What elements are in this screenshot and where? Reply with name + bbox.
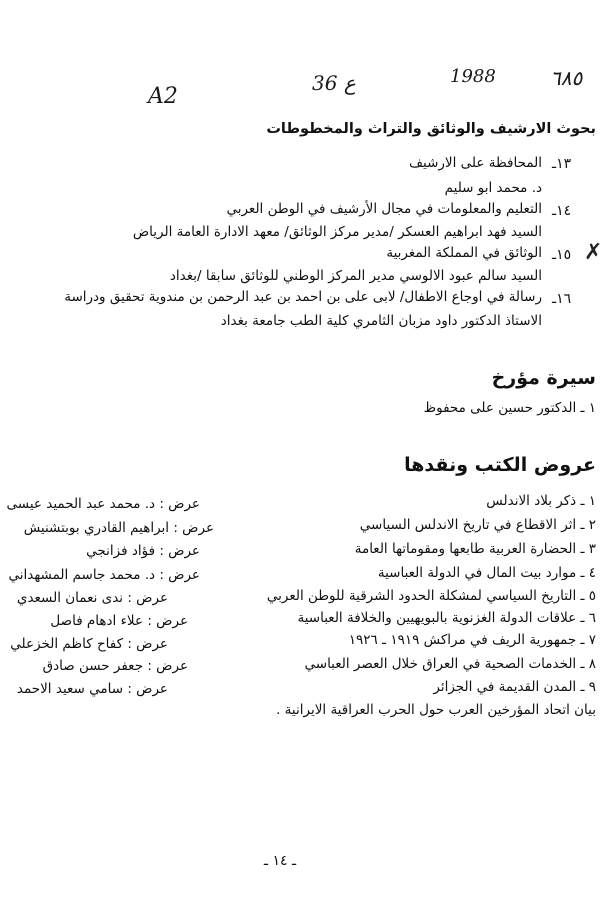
review-reviewer: عرض : سامي سعيد الاحمد [16,681,168,697]
review-title: ٩ ـ المدن القديمة في الجزائر [433,679,596,695]
item-title: الوثائق في المملكة المغربية [386,245,542,261]
section-heading-research: بحوث الارشيف والوثائق والتراث والمخطوطات [266,121,596,137]
item-number: ١٥ـ [552,247,572,263]
handwritten-number: ٦٨٥ [550,66,583,90]
handwritten-code: 36 ع [312,71,356,95]
review-reviewer: عرض : د. محمد عبد الحميد عيسى [6,496,200,512]
item-number: ١٤ـ [552,203,572,219]
review-title: ٧ ـ جمهورية الريف في مراكش ١٩١٩ ـ ١٩٢٦ [348,632,596,648]
review-reviewer: عرض : جعفر حسن صادق [42,658,188,674]
review-title: ٨ ـ الخدمات الصحية في العراق خلال العصر العباسي [304,656,596,672]
review-reviewer: عرض : ندى نعمان السعدي [16,590,168,606]
item-author: السيد فهد ابراهيم العسكر /مدير مركز الوثائق/ معهد الادارة العامة الرياض [132,224,542,240]
review-title: ٤ ـ موارد بيت المال في الدولة العباسية [377,565,596,581]
handwritten-a2: A2 [148,84,178,109]
review-reviewer: عرض : د. محمد جاسم المشهداني [8,567,200,583]
section-heading-reviews: عروض الكتب ونقدها [404,454,596,476]
review-reviewer: عرض : كفاح كاظم الخزعلي [10,636,168,652]
review-title: ٢ ـ اثر الاقطاع في تاريخ الاندلس السياسي [359,517,596,533]
item-title: التعليم والمعلومات في مجال الأرشيف في الوطن العربي [226,201,542,217]
item-author: الاستاذ الدكتور داود مزبان الثامري كلية الطب جامعة بغداد [220,313,542,329]
handwritten-year: 1988 [450,66,496,87]
item-title: المحافظة على الارشيف [409,155,542,171]
review-title: ٥ ـ التاريخ السياسي لمشكلة الحدود الشرقية للوطن العربي [266,588,596,604]
review-reviewer: عرض : علاء ادهام فاصل [50,613,188,629]
page-number: ـ ١٤ ـ [263,853,297,869]
review-title: ٦ ـ علاقات الدولة الغزنوية بالبويهيين والخلافة العباسية [297,610,596,626]
biography-item: ١ ـ الدكتور حسين على محفوظ [423,400,596,416]
item-author: د. محمد ابو سليم [444,180,542,196]
item-number: ١٣ـ [552,156,572,172]
review-title: ٣ ـ الحضارة العربية طابعها ومقوماتها العامة [354,541,596,557]
review-reviewer: عرض : فؤاد فزانجي [86,543,200,559]
union-statement: بيان اتحاد المؤرخين العرب حول الحرب العراقية الايرانية . [276,702,596,718]
x-mark-icon: ✗ [584,240,603,265]
item-title: رسالة في اوجاع الاطفال/ لابى على بن احمد بن عبد الرحمن بن مندوية تحقيق ودراسة [64,289,542,305]
item-number: ١٦ـ [552,291,572,307]
review-reviewer: عرض : ابراهيم القادري بوبتشنيش [23,520,214,536]
review-title: ١ ـ ذكر بلاد الاندلس [486,493,596,509]
section-heading-biography: سيرة مؤرخ [491,367,596,389]
item-author: السيد سالم عبود الالوسي مدير المركز الوطني للوثائق سابقا /بغداد [169,268,542,284]
